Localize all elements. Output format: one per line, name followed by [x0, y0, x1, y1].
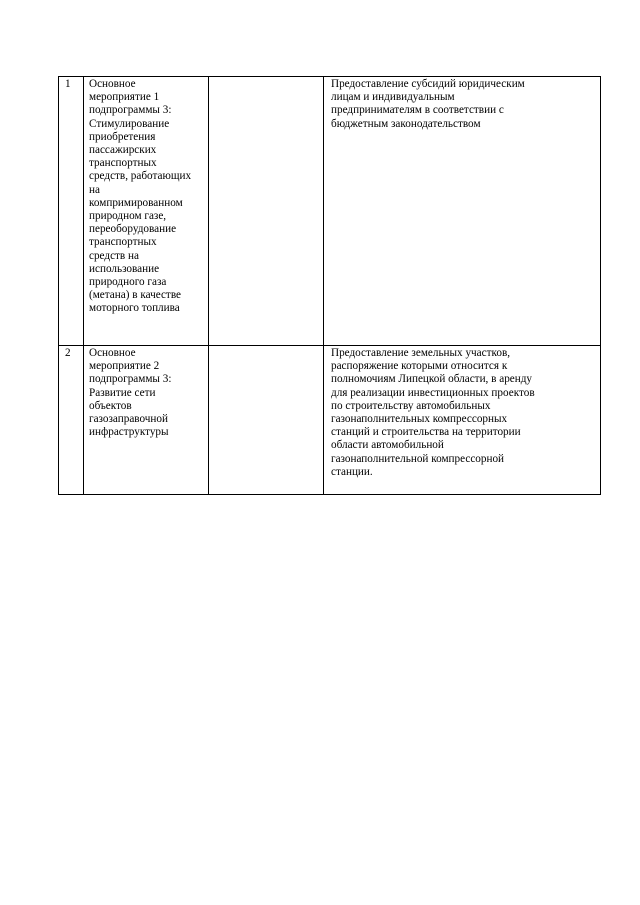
measure-name-line: использование — [89, 262, 160, 275]
measure-description-line: Предоставление земельных участков, — [331, 347, 511, 359]
measure-description-line: для реализации инвестиционных проектов — [331, 386, 535, 399]
measure-name-line: средств, работающих — [89, 170, 192, 183]
measure-name-line: природном газе, — [89, 210, 167, 223]
measure-name-line: мероприятие 2 — [89, 360, 160, 373]
measure-description-line: станций и строительства на территории — [331, 426, 521, 439]
measure-name-line: моторного топлива — [89, 302, 180, 315]
measure-name-line: на — [89, 183, 100, 196]
measure-name-line: Основное — [89, 78, 136, 90]
measure-description-line: бюджетным законодательством — [331, 117, 481, 130]
measure-name-line: (метана) в качестве — [89, 289, 182, 302]
table-row — [59, 77, 601, 346]
measure-name-line: мероприятие 1 — [89, 91, 160, 104]
measure-name-line: приобретения — [89, 130, 156, 143]
measure-name-line: газозаправочной — [89, 413, 168, 426]
measure-name-line: Развитие сети — [89, 386, 156, 399]
measure-description-line: станции. — [331, 465, 373, 478]
empty-cell — [209, 346, 324, 495]
measure-description-line: лицам и индивидуальным — [331, 91, 455, 104]
measure-name-line: инфраструктуры — [89, 426, 169, 439]
measure-description-cell — [324, 346, 601, 495]
row-number: 1 — [65, 78, 71, 90]
measure-name-line: объектов — [89, 399, 132, 412]
measure-description-line: Предоставление субсидий юридическим — [331, 78, 525, 90]
measure-name-line: подпрограммы 3: — [89, 373, 172, 386]
measure-description-line: по строительству автомобильных — [331, 399, 491, 412]
measure-description-line: газонаполнительной компрессорной — [331, 452, 505, 465]
measure-description-line: газонаполнительных компрессорных — [331, 413, 508, 426]
measure-name-cell — [84, 77, 209, 346]
measure-name-line: переоборудование — [89, 223, 177, 236]
measure-name-cell — [84, 346, 209, 495]
measure-name-line: Стимулирование — [89, 117, 170, 130]
measure-name-line: транспортных — [89, 157, 157, 170]
row-number-cell — [59, 346, 84, 495]
empty-cell — [209, 77, 324, 346]
measure-description-cell — [324, 77, 601, 346]
row-number: 2 — [65, 347, 71, 359]
row-number-cell — [59, 77, 84, 346]
measure-description-line: полномочиям Липецкой области, в аренду — [331, 373, 533, 386]
table-row — [59, 346, 601, 495]
measure-description-line: предпринимателям в соответствии с — [331, 104, 504, 117]
measure-description-line: распоряжение которыми относится к — [331, 360, 508, 373]
measure-name-line: транспортных — [89, 236, 157, 249]
measure-name-line: подпрограммы 3: — [89, 104, 172, 117]
measures-table — [58, 76, 601, 495]
measure-name-line: компримированном — [89, 196, 183, 209]
measure-name-line: средств на — [89, 249, 139, 262]
measure-name-line: природного газа — [89, 276, 167, 289]
measure-description-line: области автомобильной — [331, 439, 444, 452]
measure-name-line: Основное — [89, 347, 136, 359]
measure-name-line: пассажирских — [89, 144, 157, 157]
